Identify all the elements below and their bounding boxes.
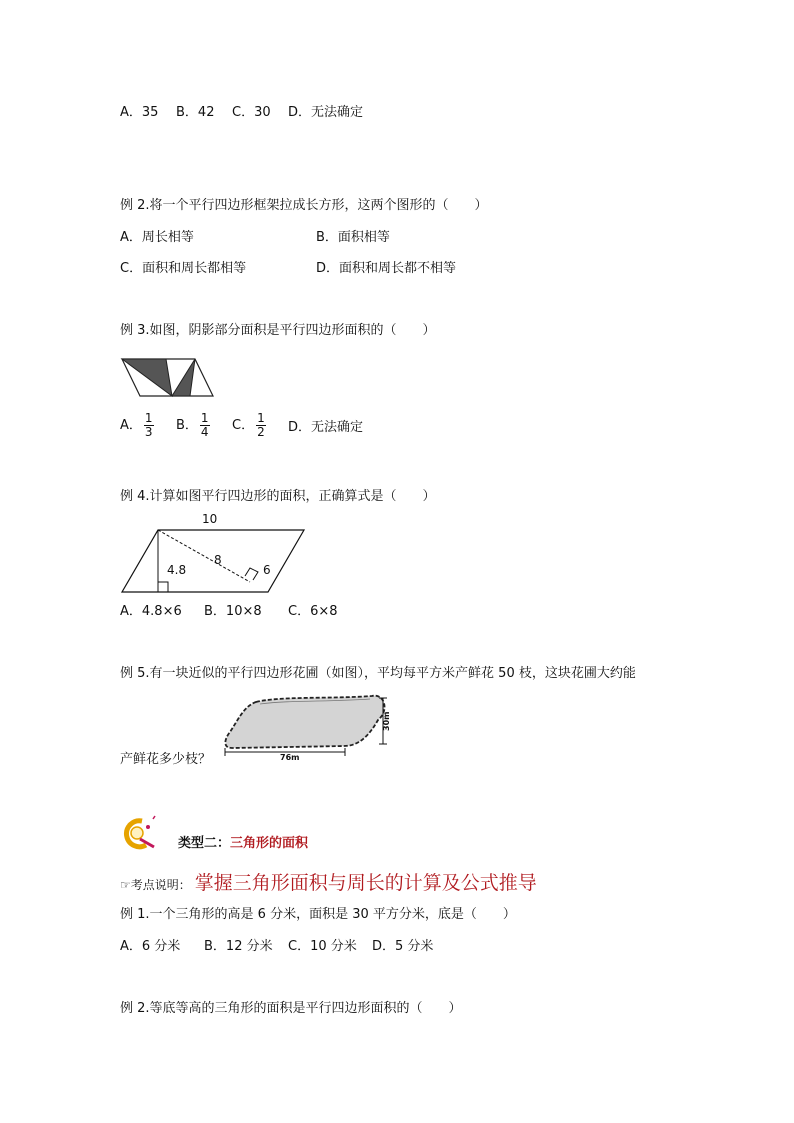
section2-kaodian — [120, 868, 537, 895]
s2q1-option-a: A．6 分米 — [120, 939, 181, 954]
q4-option-c: C．6×8 — [288, 604, 338, 619]
s2q1-option-c: C．10 分米 — [288, 939, 357, 954]
q3-stem: 例 3.如图，阴影部分面积是平行四边形面积的（ ） — [120, 323, 436, 338]
q3-option-b-fraction — [200, 412, 210, 439]
s2q1-option-b: B．12 分米 — [204, 939, 273, 954]
q4-option-b: B．10×8 — [204, 604, 262, 619]
section2-type-name: 三角形的面积 — [230, 836, 309, 851]
section2-title — [178, 832, 308, 851]
q4-label-side: 6 — [263, 563, 271, 577]
q3-option-c-denominator: 2 — [257, 425, 265, 439]
q3-option-a-fraction — [144, 412, 154, 439]
q2-option-c: C．面积和周长都相等 — [120, 261, 247, 276]
q2-option-b: B．面积相等 — [316, 230, 390, 245]
section-magnifier-icon — [120, 814, 160, 854]
q3-shaded-parallelogram-figure — [118, 356, 218, 400]
q4-parallelogram-outline — [122, 530, 304, 592]
kaodian-label: ☞考点说明： — [120, 878, 191, 892]
q3-option-b-label: B． — [176, 418, 198, 433]
q5-stem-line2: 产鲜花多少枝？ — [120, 752, 212, 767]
q3-option-a-label: A． — [120, 418, 142, 433]
q3-option-a — [120, 412, 156, 439]
q5-flower-bed-figure — [220, 690, 400, 762]
q3-option-c-label: C． — [232, 418, 255, 433]
q3-option-a-numerator: 1 — [144, 411, 153, 425]
s2q1-option-d: D．5 分米 — [372, 939, 434, 954]
q4-option-a: A．4.8×6 — [120, 604, 182, 619]
s2q2-stem: 例 2.等底等高的三角形的面积是平行四边形面积的（ ） — [120, 1001, 462, 1016]
q5-base-label: 76m — [280, 753, 300, 762]
q3-option-c-numerator: 1 — [257, 411, 265, 425]
q1-option-b: B．42 — [176, 105, 215, 120]
q3-option-b-numerator: 1 — [200, 411, 209, 425]
q1-option-a: A．35 — [120, 105, 159, 120]
q3-option-d: D．无法确定 — [288, 420, 364, 435]
q2-stem: 例 2.将一个平行四边形框架拉成长方形，这两个图形的（ ） — [120, 198, 488, 213]
q3-option-b — [176, 412, 212, 439]
q4-label-diag: 8 — [214, 553, 222, 567]
q4-label-height: 4.8 — [167, 563, 187, 577]
q4-parallelogram-figure — [116, 508, 316, 600]
q4-height-right-angle — [158, 582, 168, 592]
q5-flower-bed-shape — [225, 696, 384, 748]
q1-option-c: C．30 — [232, 105, 271, 120]
q4-side-right-angle — [245, 568, 258, 580]
q5-stem-line1: 例 5.有一块近似的平行四边形花圃（如图），平均每平方米产鲜花 50 枝，这块花圃大约能 — [120, 666, 636, 681]
section2-type-label: 类型二： — [178, 836, 231, 851]
s2q1-stem: 例 1.一个三角形的高是 6 分米，面积是 30 平方分米，底是（ ） — [120, 907, 516, 922]
kaodian-text: 掌握三角形面积与周长的计算及公式推导 — [194, 872, 537, 894]
q4-label-top: 10 — [202, 512, 218, 526]
q1-option-d: D．无法确定 — [288, 105, 364, 120]
q5-height-label: 30m — [382, 711, 391, 731]
q3-option-b-denominator: 4 — [200, 425, 209, 439]
q3-option-c-fraction — [256, 412, 266, 439]
q2-option-a: A．周长相等 — [120, 230, 194, 245]
q4-stem: 例 4.计算如图平行四边形的面积，正确算式是（ ） — [120, 489, 436, 504]
q3-option-a-denominator: 3 — [144, 425, 153, 439]
q3-option-c — [232, 412, 268, 439]
q2-option-d: D．面积和周长都不相等 — [316, 261, 457, 276]
